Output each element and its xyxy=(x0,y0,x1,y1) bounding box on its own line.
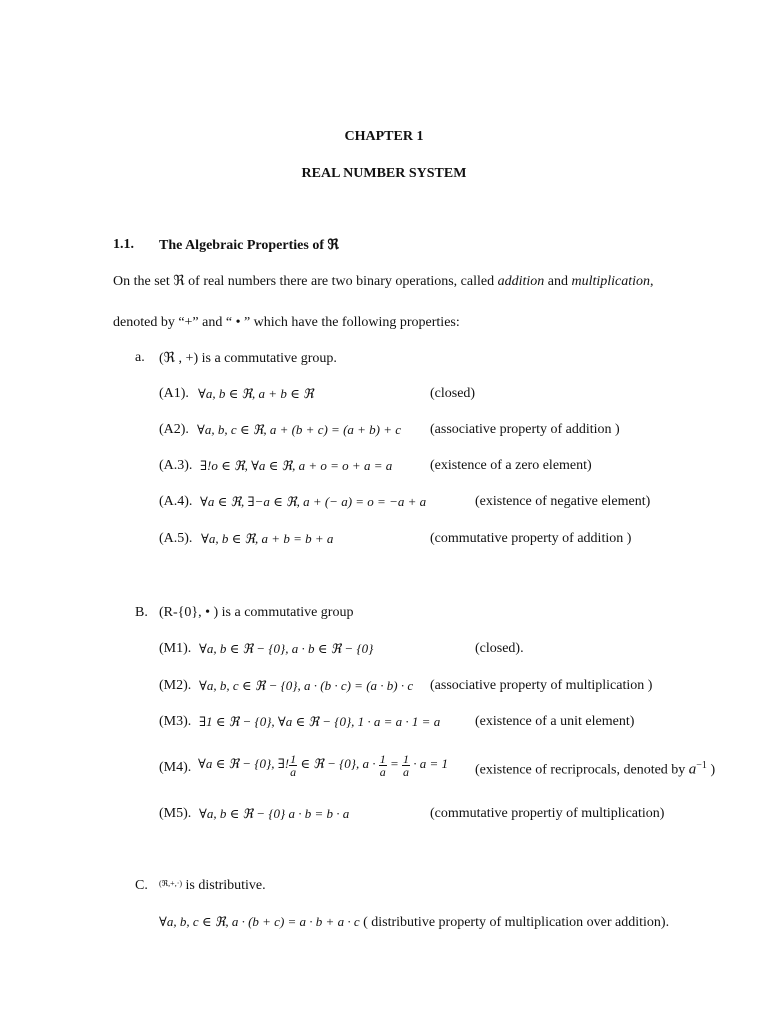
formula-part: ∈ ℜ − {0}, a · xyxy=(297,756,379,771)
axiom-formula: ∀a, b, c ∈ ℜ, a + (b + c) = (a + b) + c xyxy=(197,422,402,437)
axiom-note: (associative property of addition ) xyxy=(430,422,620,437)
intro-line-2: denoted by “+” and “ • ” which have the following properties: xyxy=(113,315,460,330)
intro-text: and xyxy=(544,274,572,289)
fraction xyxy=(402,753,410,778)
axiom-note: (commutative propertiy of multiplication) xyxy=(430,806,665,821)
fraction-numerator: 1 xyxy=(290,751,297,766)
axiom-note: (commutative property of addition ) xyxy=(430,531,632,546)
group-a-label: a. xyxy=(135,350,145,365)
axiom-note: (existence of a zero element) xyxy=(430,458,592,473)
group-a-text: (ℜ , +) is a commutative group. xyxy=(159,351,337,366)
intro-emphasis-multiplication: multiplication xyxy=(571,274,651,289)
axiom-formula: ∀a, b, c ∈ ℜ − {0}, a · (b · c) = (a · b) · c xyxy=(199,678,414,693)
axiom-tag: (M1). xyxy=(159,641,192,656)
fraction xyxy=(289,753,297,778)
axiom-tag: (M5). xyxy=(159,806,192,821)
axiom-note: (associative property of multiplication ) xyxy=(430,678,653,693)
section-number: 1.1. xyxy=(113,237,134,252)
axiom-tag: (A.3). xyxy=(159,458,193,473)
axiom-tag: (M3). xyxy=(159,714,192,729)
distributive-formula: ∀a, b, c ∈ ℜ, a · (b + c) = a · b + a · c xyxy=(159,914,360,929)
chapter-title: REAL NUMBER SYSTEM xyxy=(301,166,467,181)
group-c-symbol: (ℜ,+,·) xyxy=(159,879,183,888)
axiom-note: (closed). xyxy=(475,641,524,656)
group-b-text: (R-{0}, • ) is a commutative group xyxy=(159,605,354,620)
intro-line-1 xyxy=(113,273,654,290)
note-symbol: a xyxy=(688,761,697,778)
fraction-denominator: a xyxy=(290,764,297,779)
axiom-tag: (M2). xyxy=(159,678,192,693)
group-c-text xyxy=(159,878,266,894)
note-exponent: −1 xyxy=(696,760,707,771)
axiom-formula: ∀a ∈ ℜ, ∃−a ∈ ℜ, a + (− a) = o = −a + a xyxy=(200,494,427,509)
fraction-numerator: 1 xyxy=(403,751,410,766)
axiom-note: (existence of a unit element) xyxy=(475,714,635,729)
section-heading: The Algebraic Properties of ℜ xyxy=(159,238,339,253)
axiom-tag: (A.5). xyxy=(159,531,193,546)
axiom-formula: ∀a, b ∈ ℜ − {0} a · b = b · a xyxy=(199,806,350,821)
formula-part: ∀a ∈ ℜ − {0}, ∃! xyxy=(198,756,290,771)
formula-part: · a = 1 xyxy=(410,756,449,771)
formula-part: = xyxy=(386,756,403,771)
axiom-tag: (A2). xyxy=(159,422,189,437)
axiom-tag: (A.4). xyxy=(159,494,193,509)
fraction-denominator: a xyxy=(403,764,410,779)
axiom-note: (existence of negative element) xyxy=(475,494,651,509)
axiom-formula: ∀a, b ∈ ℜ, a + b = b + a xyxy=(201,531,334,546)
axiom-tag: (A1). xyxy=(159,386,189,401)
distributive-line xyxy=(159,914,669,931)
axiom-note: (closed) xyxy=(430,386,476,401)
axiom-note xyxy=(475,760,715,779)
intro-emphasis-addition: addition xyxy=(497,274,545,289)
axiom-formula: ∀a, b ∈ ℜ − {0}, a · b ∈ ℜ − {0} xyxy=(199,641,374,656)
group-b-label: B. xyxy=(135,605,148,620)
fraction-numerator: 1 xyxy=(379,751,386,766)
distributive-note: ( distributive property of multiplication over addition). xyxy=(359,915,670,930)
axiom-tag: (M4). xyxy=(159,760,192,775)
intro-text: On the set ℜ of real numbers there are two binary operations, called xyxy=(113,274,498,289)
group-c-desc: is distributive. xyxy=(182,878,266,893)
axiom-formula xyxy=(198,752,448,778)
axiom-formula: ∃1 ∈ ℜ − {0}, ∀a ∈ ℜ − {0}, 1 · a = a · 1 = a xyxy=(199,714,441,729)
group-c-label: C. xyxy=(135,878,148,893)
chapter-label: CHAPTER 1 xyxy=(344,129,424,144)
note-text: (existence of recriprocals, denoted by xyxy=(475,762,689,778)
axiom-formula: ∀a, b ∈ ℜ, a + b ∈ ℜ xyxy=(198,386,314,401)
intro-text: , xyxy=(650,274,654,289)
fraction-denominator: a xyxy=(379,764,386,779)
axiom-formula: ∃!o ∈ ℜ, ∀a ∈ ℜ, a + o = o + a = a xyxy=(200,458,393,473)
fraction xyxy=(379,753,387,778)
note-text: ) xyxy=(706,762,716,778)
